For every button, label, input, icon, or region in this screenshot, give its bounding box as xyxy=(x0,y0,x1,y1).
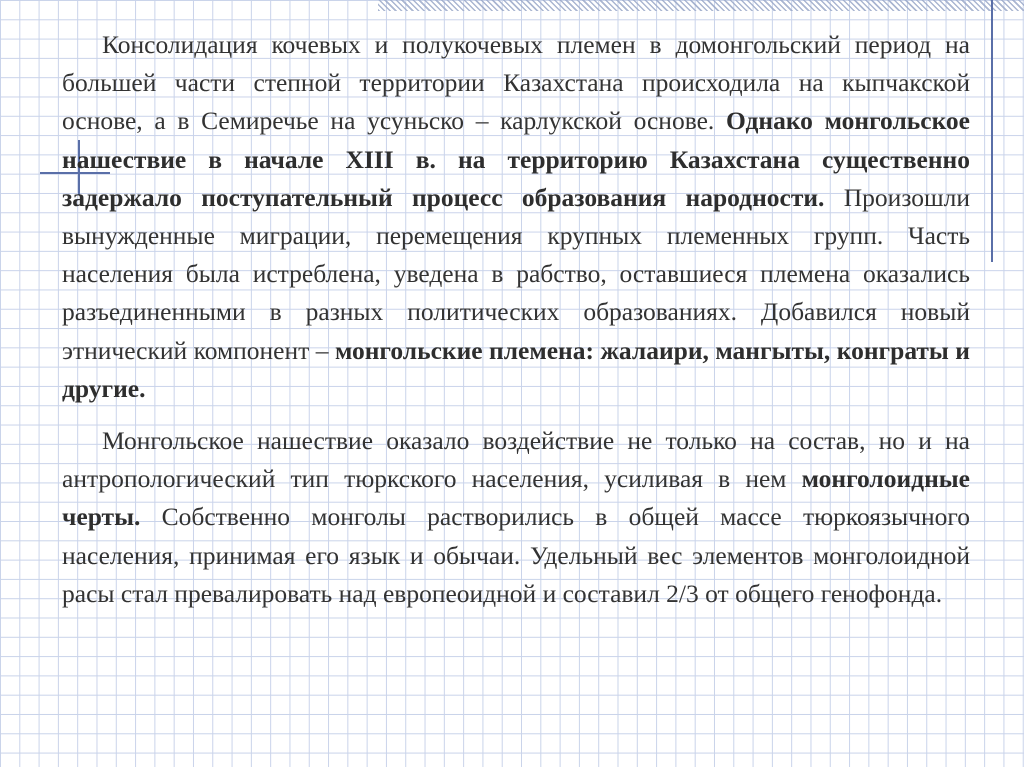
p1-text-1: Консолидация кочевых и полукочевых племен в домонгольский период на большей части степной территории Казахстана происходила на кыпчакской основе, а в Семиречье на усуньско – карлукской основе. xyxy=(62,30,970,136)
decorative-vertical-line xyxy=(991,0,993,262)
paragraph-1 xyxy=(62,26,970,408)
paragraph-2 xyxy=(62,422,970,613)
p2-text-1: Монгольское нашествие оказало воздействие не только на состав, но и на антропологический тип тюркского населения, усиливая в нем xyxy=(62,426,970,494)
decorative-hatch-band xyxy=(378,0,1024,11)
p1-bold-1: Однако монгольское нашествие в начале XIII в. на территорию Казахстана существенно задержало поступательный процесс образования народности. xyxy=(62,106,970,212)
p1-text-2: Произошли вынужденные миграции, перемещения крупных племенных групп. Часть населения была истреблена, уведена в рабство, оставшиеся племена оказались разъединенными в разных политических образованиях. Добавился новый этнический компонент – xyxy=(62,182,970,365)
p1-bold-2: монгольские племена: жалаири, мангыты, конграты и другие. xyxy=(62,335,970,403)
slide-text xyxy=(62,26,970,613)
p2-bold-1: монголоидные черты. xyxy=(62,464,970,532)
p2-text-2: Собственно монголы растворились в общей массе тюркоязычного населения, принимая его язык и обычаи. Удельный вес элементов монголоидной расы стал превалировать над европеоидной и составил 2/3 от общего генофонда. xyxy=(62,502,970,608)
